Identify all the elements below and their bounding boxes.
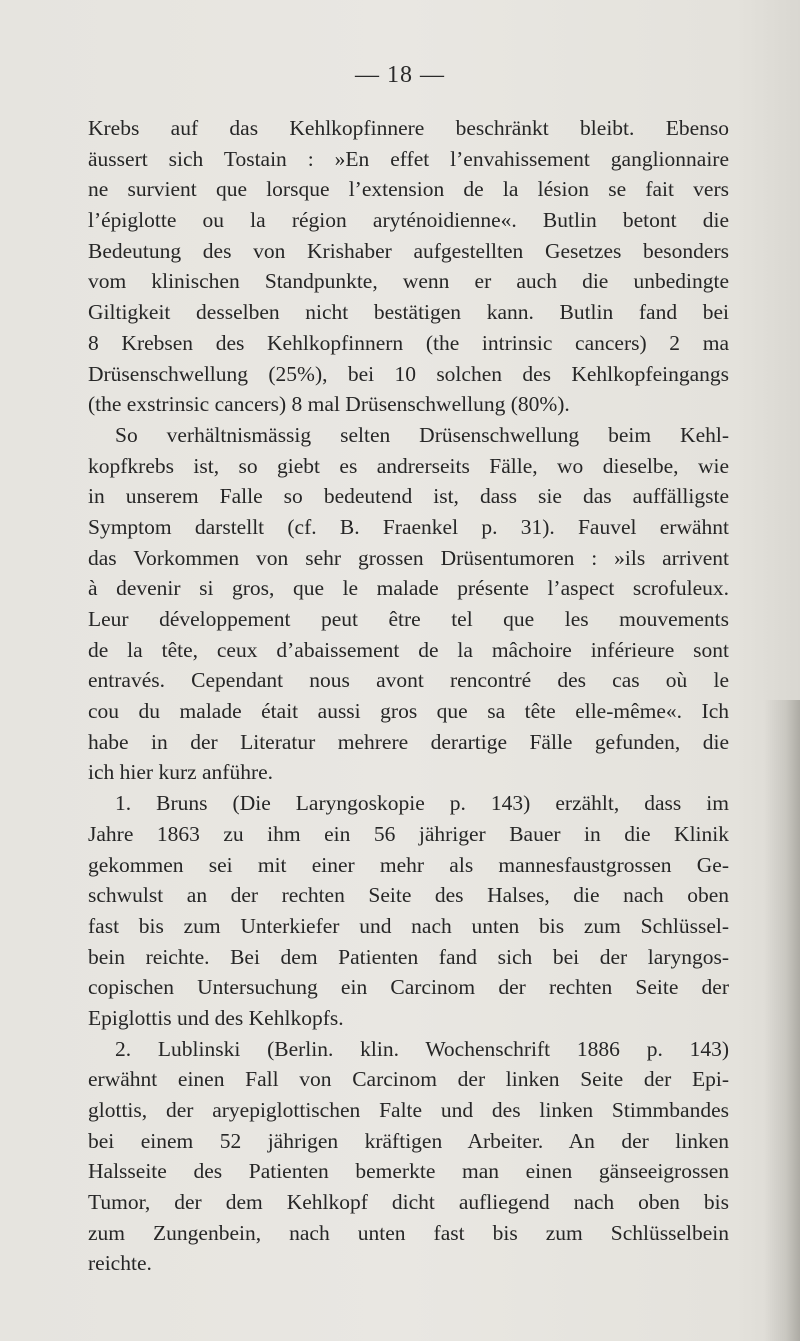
text-line: schwulst an der rechten Seite des Halses, die nach oben — [88, 883, 729, 908]
text-line: zum Zungenbein, nach unten fast bis zum Schlüsselbein — [88, 1220, 729, 1245]
text-line: erwähnt einen Fall von Carcinom der linken Seite der Epi- — [88, 1067, 729, 1092]
text-line: Symptom darstellt (cf. B. Fraenkel p. 31). Fauvel erwähnt — [88, 514, 729, 539]
page-edge-shadow — [764, 700, 800, 1341]
body-text — [88, 113, 729, 1279]
text-line: kopfkrebs ist, so giebt es andrerseits Fälle, wo dieselbe, wie — [88, 453, 729, 478]
text-line: Bedeutung des von Krishaber aufgestellten Gesetzes besonders — [88, 238, 729, 263]
text-line: copischen Untersuchung ein Carcinom der rechten Seite der — [88, 975, 729, 1000]
text-line: Jahre 1863 zu ihm ein 56 jähriger Bauer in die Klinik — [88, 821, 729, 846]
text-line: habe in der Literatur mehrere derartige Fälle gefunden, die — [88, 729, 729, 754]
text-line: Giltigkeit desselben nicht bestätigen kann. Butlin fand bei — [88, 300, 729, 325]
text-line: Tumor, der dem Kehlkopf dicht aufliegend nach oben bis — [88, 1190, 729, 1215]
text-line: bein reichte. Bei dem Patienten fand sich bei der laryngos- — [88, 944, 729, 969]
text-line: äussert sich Tostain : »En effet l’envahissement ganglionnaire — [88, 146, 729, 171]
text-line: à devenir si gros, que le malade présente l’aspect scrofuleux. — [88, 576, 729, 601]
text-line: gekommen sei mit einer mehr als mannesfaustgrossen Ge- — [88, 852, 729, 877]
text-line: Krebs auf das Kehlkopfinnere beschränkt bleibt. Ebenso — [88, 116, 729, 140]
text-line: Drüsenschwellung (25%), bei 10 solchen des Kehlkopfeingangs — [88, 361, 729, 386]
text-line: fast bis zum Unterkiefer und nach unten bis zum Schlüssel- — [88, 913, 729, 938]
text-line: entravés. Cependant nous avont rencontré des cas où le — [88, 668, 729, 693]
text-line: ich hier kurz anführe. — [88, 760, 274, 785]
text-line: vom klinischen Standpunkte, wenn er auch die unbedingte — [88, 269, 729, 294]
text-line: das Vorkommen von sehr grossen Drüsentumoren : »ils arrivent — [88, 545, 729, 570]
text-line: Halsseite des Patienten bemerkte man einen gänseeigrossen — [88, 1159, 729, 1184]
text-line: reichte. — [88, 1251, 152, 1276]
text-line: de la tête, ceux d’abaissement de la mâchoire inférieure sont — [88, 637, 729, 662]
text-line: So verhältnismässig selten Drüsenschwellung beim Kehl- — [115, 422, 729, 447]
text-line: (the exstrinsic cancers) 8 mal Drüsenschwellung (80%). — [88, 392, 570, 417]
text-line: in unserem Falle so bedeutend ist, dass sie das auffälligste — [88, 484, 729, 509]
page-number: — 18 — — [355, 62, 445, 88]
text-line: Leur développement peut être tel que les mouvements — [88, 607, 729, 631]
text-line: 1. Bruns (Die Laryngoskopie p. 143) erzählt, dass im — [115, 791, 729, 816]
text-line: glottis, der aryepiglottischen Falte und des linken Stimmbandes — [88, 1098, 729, 1122]
text-line: l’épiglotte ou la région aryténoidienne«. Butlin betont die — [88, 208, 729, 233]
text-line: cou du malade était aussi gros que sa tête elle-même«. Ich — [88, 699, 729, 724]
text-line: Epiglottis und des Kehlkopfs. — [88, 1005, 344, 1030]
text-line: 2. Lublinski (Berlin. klin. Wochenschrift 1886 p. 143) — [115, 1036, 729, 1061]
text-line: bei einem 52 jährigen kräftigen Arbeiter. An der linken — [88, 1128, 729, 1153]
text-line: 8 Krebsen des Kehlkopfinnern (the intrinsic cancers) 2 ma — [88, 330, 729, 355]
text-line: ne survient que lorsque l’extension de la lésion se fait vers — [88, 177, 729, 202]
